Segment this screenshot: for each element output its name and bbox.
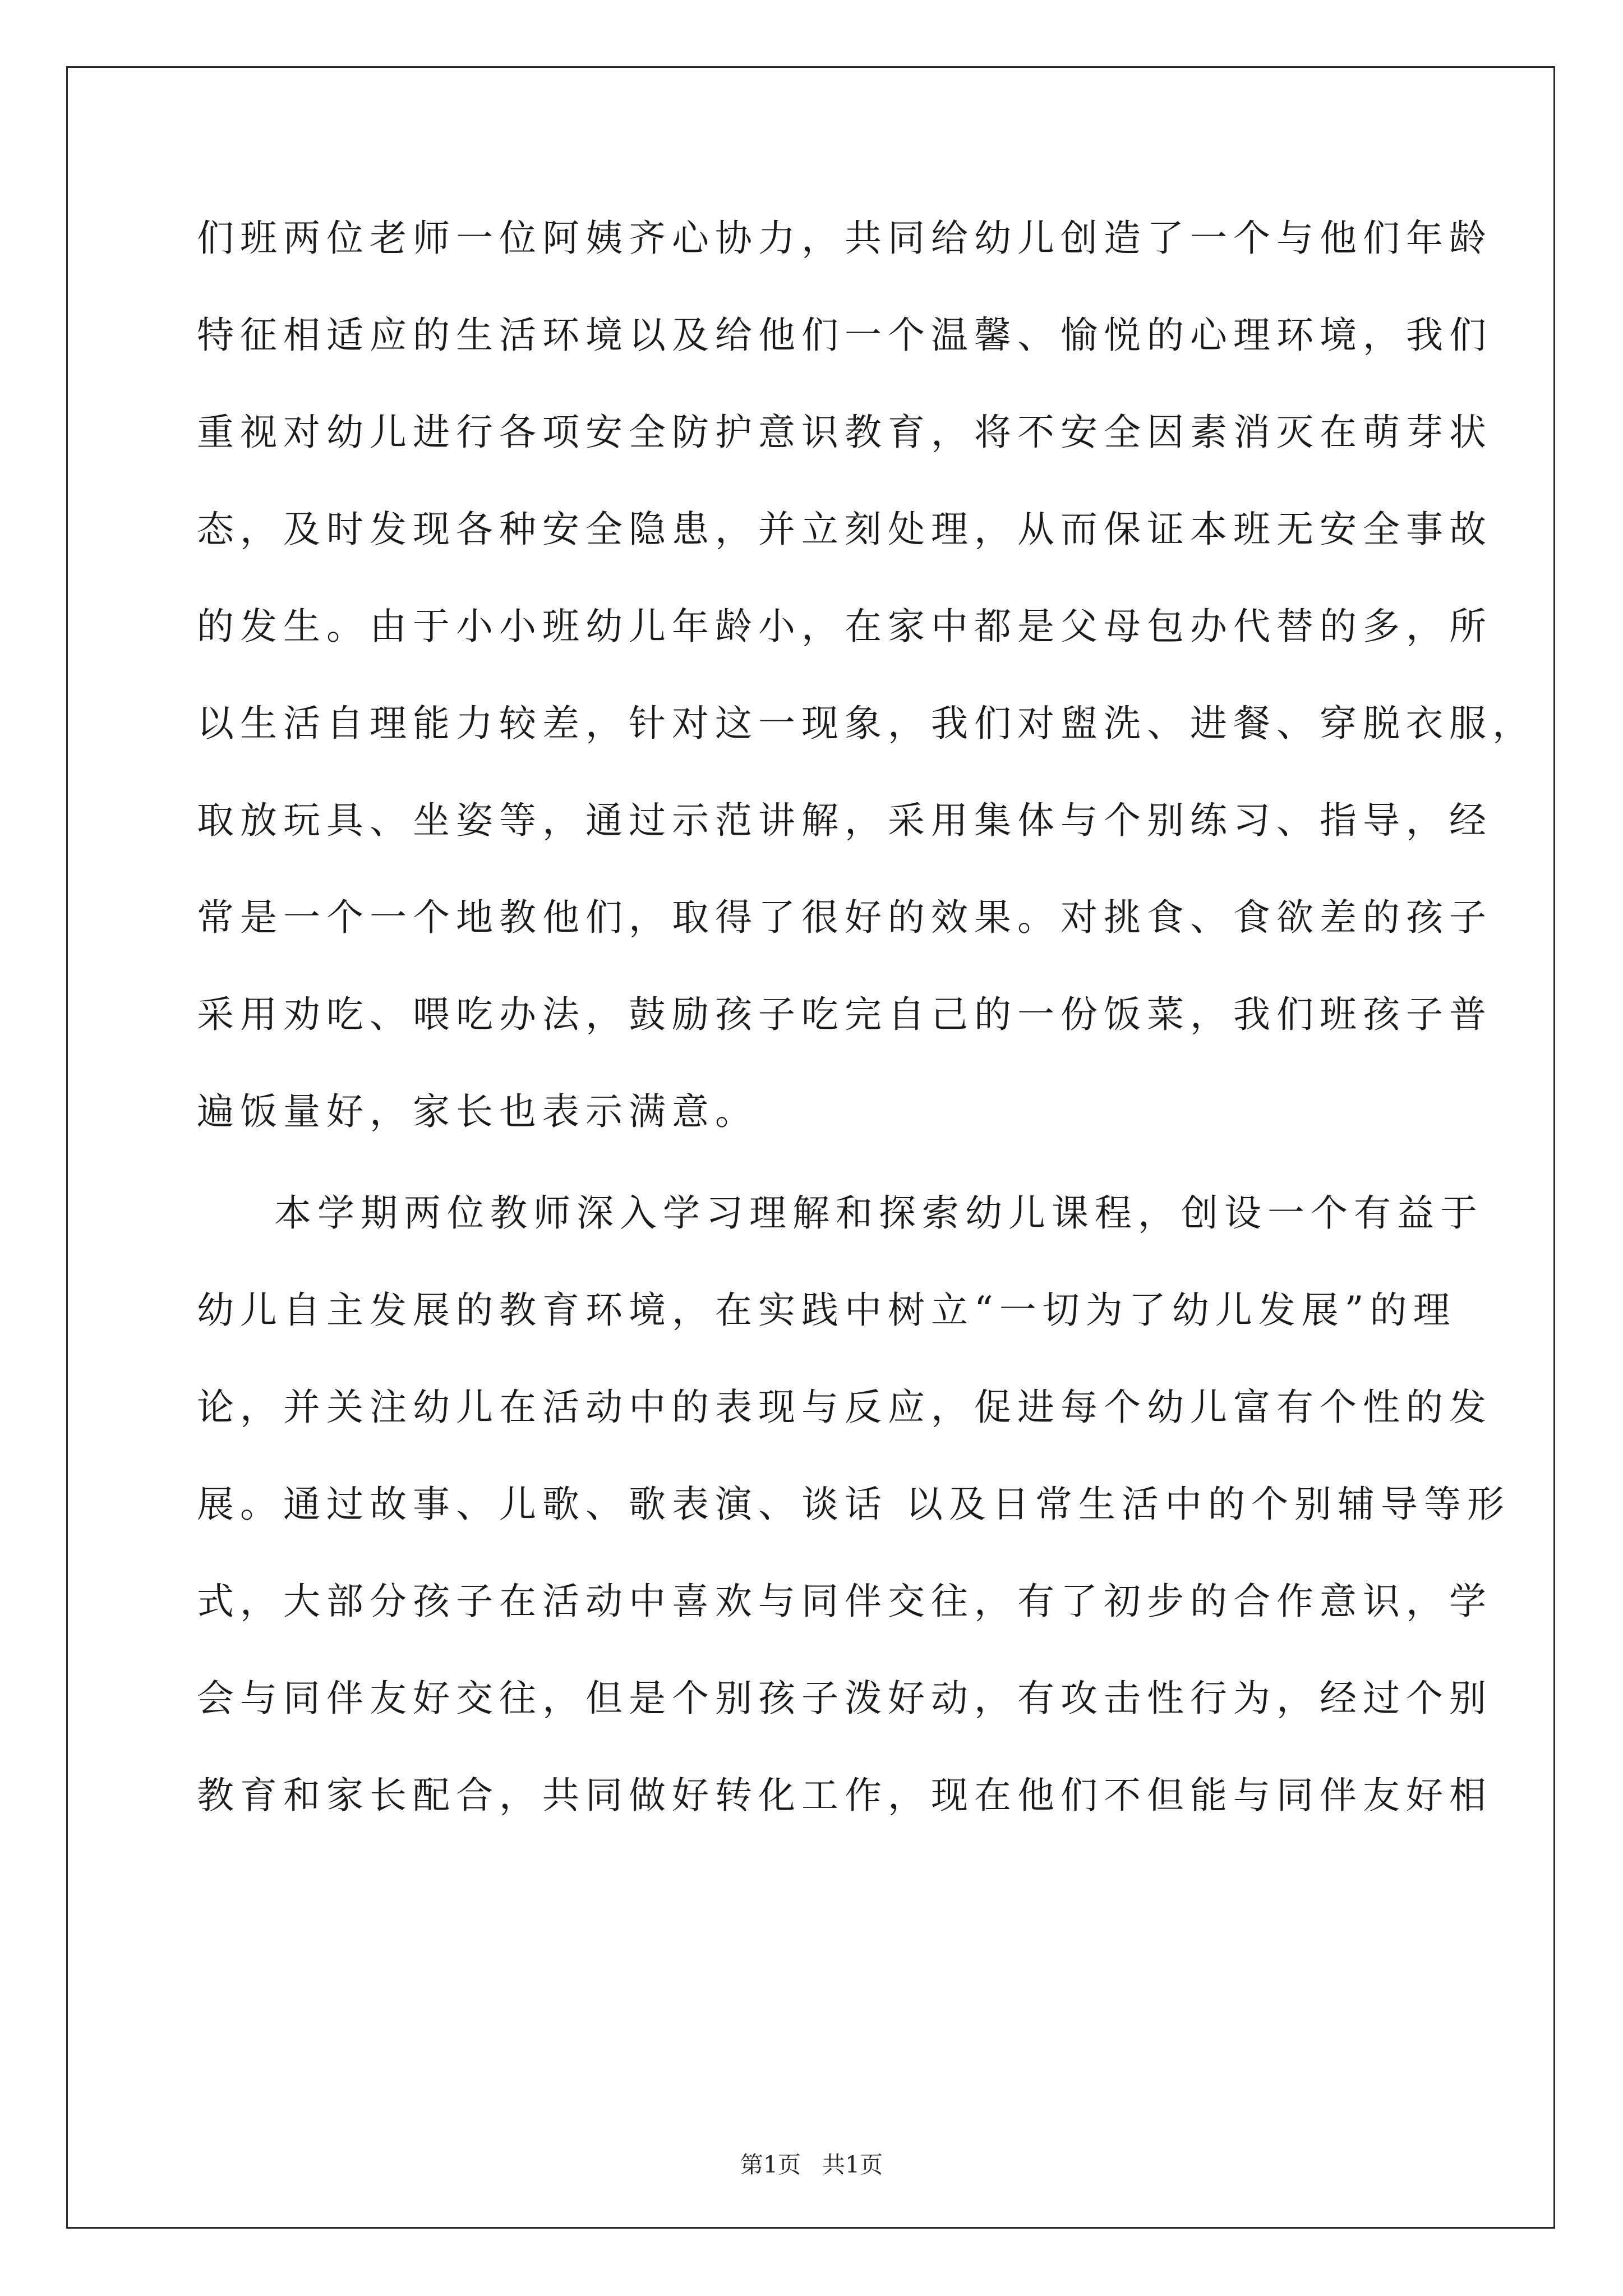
- document-body: [197, 216, 1536, 1870]
- text-line: 式，大部分孩子在活动中喜欢与同伴交往，有了初步的合作意识，学: [197, 1580, 1492, 1623]
- text-line: 态，及时发现各种安全隐患，并立刻处理，从而保证本班无安全事故: [197, 508, 1492, 551]
- page-footer: [0, 2151, 1623, 2179]
- text-line: 们班两位老师一位阿姨齐心协力，共同给幼儿创造了一个与他们年龄: [197, 217, 1492, 260]
- text-line: 会与同伴友好交往，但是个别孩子泼好动，有攻击性行为，经过个别: [197, 1677, 1492, 1720]
- paragraph-2: [197, 1191, 1510, 1818]
- text-line: 幼儿自主发展的教育环境，在实践中树立“一切为了幼儿发展”的理: [197, 1289, 1456, 1332]
- page-number: 第1页: [740, 2151, 801, 2178]
- text-line: 教育和家长配合，共同做好转化工作，现在他们不但能与同伴友好相: [197, 1774, 1492, 1817]
- text-line: 本学期两位教师深入学习理解和探索幼儿课程，创设一个有益于: [274, 1191, 1483, 1235]
- text-line: 展。通过故事、儿歌、歌表演、谈话 以及日常生活中的个别辅导等形: [197, 1483, 1510, 1526]
- page-total: 共1页: [822, 2151, 883, 2178]
- text-line: 重视对幼儿进行各项安全防护意识教育，将不安全因素消灭在萌芽状: [197, 411, 1492, 454]
- text-line: 的发生。由于小小班幼儿年龄小，在家中都是父母包办代替的多，所: [197, 605, 1492, 648]
- text-line: 遍饭量好，家长也表示满意。: [197, 1090, 758, 1133]
- text-line: 取放玩具、坐姿等，通过示范讲解，采用集体与个别练习、指导，经: [197, 799, 1492, 842]
- text-line: 论，并关注幼儿在活动中的表现与反应，促进每个幼儿富有个性的发: [197, 1386, 1492, 1429]
- text-line: 常是一个一个地教他们，取得了很好的效果。对挑食、食欲差的孩子: [197, 896, 1492, 939]
- text-line: 采用劝吃、喂吃办法，鼓励孩子吃完自己的一份饭菜，我们班孩子普: [197, 993, 1492, 1036]
- text-line: 以生活自理能力较差，针对这一现象，我们对盥洗、进餐、穿脱衣服，: [197, 702, 1536, 745]
- paragraph-1: [197, 216, 1536, 1134]
- text-line: 特征相适应的生活环境以及给他们一个温馨、愉悦的心理环境，我们: [197, 314, 1492, 357]
